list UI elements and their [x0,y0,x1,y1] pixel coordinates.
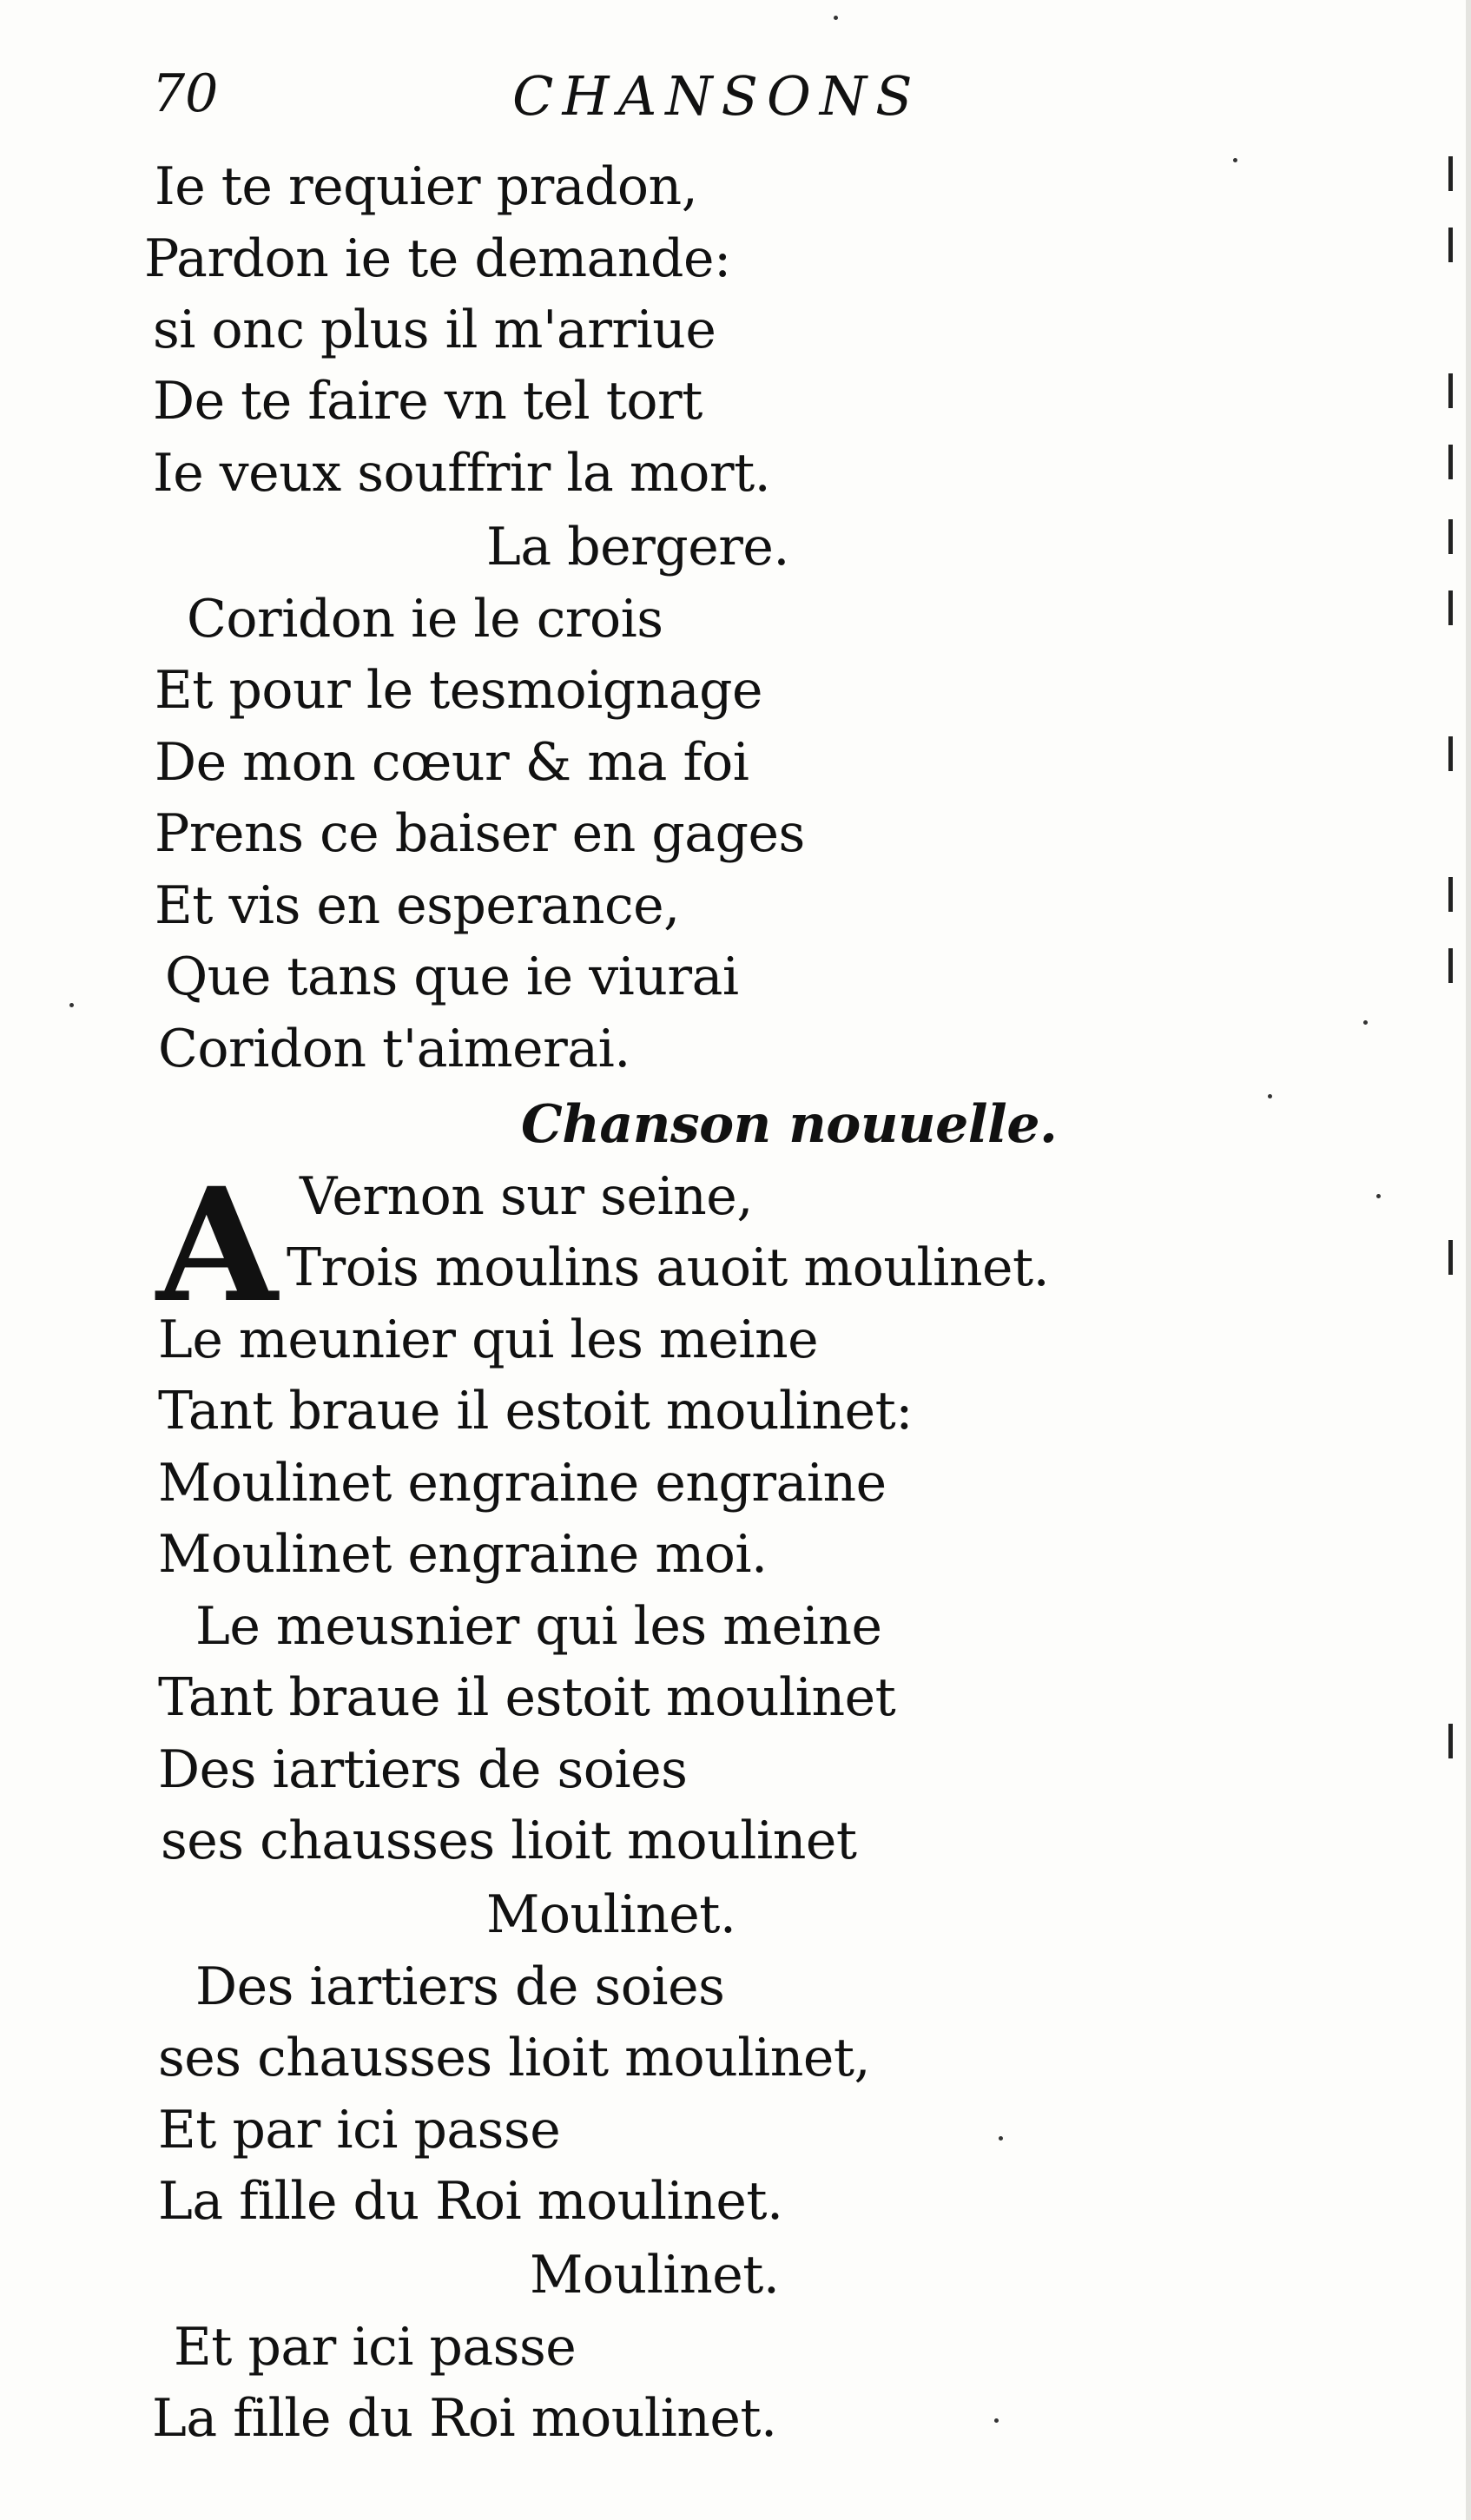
facing-page-fragment [1448,373,1471,408]
ink-speck [69,1003,74,1007]
verse-line: La fille du Roi moulinet. [152,2388,777,2449]
verse-line: Prens ce baiser en gages [155,803,805,864]
verse-line: ses chausses lioit moulinet [161,1811,857,1871]
verse-line: Et par ici passe [174,2317,577,2378]
verse-line: ses chausses lioit moulinet, [158,2028,871,2088]
verse-line: Et par ici passe [158,2100,561,2160]
verse-line: Moulinet engraine engraine [158,1453,887,1514]
verse-line: Le meunier qui les meine [158,1309,819,1370]
drop-cap: A [156,1154,278,1337]
verse-line: si onc plus il m'arriue [153,300,716,360]
ink-speck [999,2136,1003,2141]
facing-page-fragment [1448,948,1471,983]
verse-line: Que tans que ie viurai [165,947,739,1007]
verse-line: Vernon sur seine, [300,1166,753,1227]
refrain-heading: Moulinet. [486,1884,736,1945]
verse-line: Ie te requier pradon, [155,156,698,217]
verse-line: Coridon ie le crois [187,589,663,650]
verse-line: Moulinet engraine moi. [158,1524,768,1585]
page-number: 70 [152,63,219,124]
verse-line: Ie veux souffrir la mort. [153,443,771,504]
speaker-heading: La bergere. [486,517,789,577]
song-title: Chanson nouuelle. [521,1094,1058,1155]
facing-page-fragment [1448,1240,1471,1275]
facing-page-fragment [1448,156,1471,191]
verse-line: Des iartiers de soies [158,1739,688,1800]
ink-speck [1268,1094,1272,1098]
verse-line: Coridon t'aimerai. [158,1019,630,1079]
verse-line: Des iartiers de soies [195,1956,725,2017]
verse-line: De te faire vn tel tort [153,371,703,432]
verse-line: Tant braue il estoit moulinet [158,1667,896,1728]
facing-page-fragment [1448,590,1471,625]
facing-page-fragment [1448,445,1471,479]
verse-line: Le meusnier qui les meine [195,1596,882,1657]
verse-line: De mon cœur & ma foi [155,732,749,793]
ink-speck [834,16,838,20]
facing-page-fragment [1448,1724,1471,1758]
refrain-heading: Moulinet. [530,2245,780,2306]
verse-line: Et pour le tesmoignage [155,660,763,721]
verse-line: La fille du Roi moulinet. [158,2171,783,2232]
verse-line: Tant braue il estoit moulinet: [158,1381,913,1441]
running-head: CHANSONS [512,64,921,128]
verse-line: Pardon ie te demande: [144,228,731,289]
facing-page-fragment [1448,519,1471,554]
ink-speck [1363,1020,1368,1025]
verse-line: Et vis en esperance, [155,875,680,936]
ink-speck [1376,1194,1381,1198]
ink-speck [1233,158,1237,162]
ink-speck [994,2418,999,2423]
facing-page-fragment [1448,736,1471,771]
facing-page-fragment [1448,877,1471,912]
verse-line: Trois moulins auoit moulinet. [287,1237,1050,1298]
facing-page-fragment [1448,228,1471,262]
